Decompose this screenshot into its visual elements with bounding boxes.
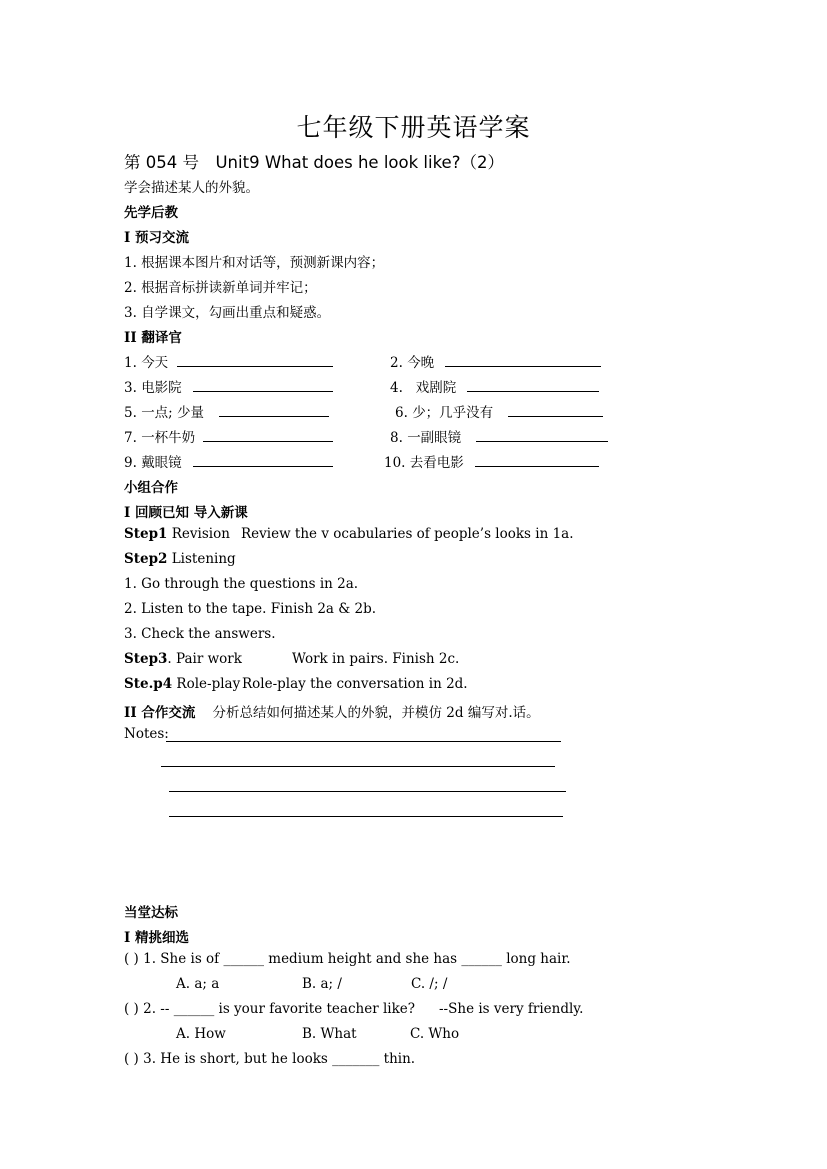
option-c[interactable]: C. Who	[410, 1026, 460, 1042]
translation-text: 戴眼镜	[141, 455, 182, 471]
translation-number: 3.	[124, 380, 137, 396]
step-label: Step2	[124, 551, 168, 567]
question-2-response: --She is very friendly.	[439, 1001, 584, 1017]
step-4	[124, 676, 240, 692]
option-a[interactable]: A. How	[176, 1026, 226, 1042]
translation-number: 7.	[124, 430, 137, 446]
lesson-subtitle: 第 054 号 Unit9 What does he look like?（2）	[124, 153, 504, 172]
answer-blank[interactable]	[475, 466, 599, 467]
translation-number: 6.	[395, 405, 408, 421]
notes-line[interactable]	[169, 816, 563, 817]
notes-label: Notes:	[124, 726, 169, 742]
translation-number: 8.	[390, 430, 403, 446]
translation-item	[124, 376, 182, 396]
answer-bracket[interactable]: ( )	[124, 951, 139, 967]
answer-bracket[interactable]: ( )	[124, 1001, 139, 1017]
option-b[interactable]: B. What	[302, 1026, 357, 1042]
section-heading-group-work: 小组合作	[124, 480, 178, 496]
question-text: 2. -- ______ is your favorite teacher like?	[143, 1001, 416, 1017]
answer-blank[interactable]	[467, 391, 599, 392]
translation-number: 9.	[124, 455, 137, 471]
step-label: Ste.p4	[124, 676, 173, 692]
answer-blank[interactable]	[219, 416, 329, 417]
translation-number: 2.	[390, 355, 403, 371]
translation-number: 10.	[384, 455, 406, 471]
answer-blank[interactable]	[203, 441, 333, 442]
question-3	[124, 1051, 415, 1067]
part-heading-translator: II 翻译官	[124, 330, 182, 346]
translation-item	[390, 376, 456, 396]
translation-item	[124, 401, 204, 421]
question-2	[124, 1001, 415, 1017]
translation-text: 去看电影	[409, 455, 464, 471]
translation-text: 一杯牛奶	[141, 430, 196, 446]
step-3-instruction: Work in pairs. Finish 2c.	[292, 651, 460, 667]
listening-task: 1. Go through the questions in 2a.	[124, 576, 359, 592]
translation-item	[390, 351, 434, 371]
section-heading-in-class-test: 当堂达标	[124, 905, 178, 921]
question-text: 3. He is short, but he looks _______ thin.	[143, 1051, 416, 1067]
answer-blank[interactable]	[445, 366, 601, 367]
translation-text: 一点; 少量	[141, 405, 205, 421]
question-1	[124, 951, 571, 967]
translation-text: 少；几乎没有	[412, 405, 494, 421]
translation-text: 今天	[141, 355, 169, 371]
step-1	[124, 526, 230, 542]
part-cooperation	[124, 701, 540, 721]
answer-blank[interactable]	[508, 416, 603, 417]
option-c[interactable]: C. /; /	[411, 976, 448, 992]
translation-item	[124, 451, 182, 471]
translation-number: 4.	[390, 380, 403, 396]
answer-blank[interactable]	[193, 466, 333, 467]
question-text: 1. She is of ______ medium height and she has ______ long hair.	[143, 951, 571, 967]
page-title: 七年级下册英语学案	[296, 113, 531, 142]
translation-item	[124, 426, 195, 446]
step-title: Listening	[171, 551, 236, 567]
part-heading-cooperation: II 合作交流	[124, 705, 196, 721]
preview-step: 3. 自学课文，勾画出重点和疑惑。	[124, 305, 331, 321]
step-4-instruction: Role-play the conversation in 2d.	[242, 676, 468, 692]
answer-bracket[interactable]: ( )	[124, 1051, 139, 1067]
listening-task: 2. Listen to the tape. Finish 2a & 2b.	[124, 601, 377, 617]
preview-step: 1. 根据课本图片和对话等，预测新课内容；	[124, 255, 385, 271]
translation-item	[384, 451, 464, 471]
step-1-instruction: Review the v ocabularies of people’s looks in 1a.	[241, 526, 574, 542]
translation-text: 电影院	[141, 380, 182, 396]
translation-number: 1.	[124, 355, 137, 371]
step-title: Pair work	[176, 651, 242, 667]
part-heading-preview-exchange: I 预习交流	[124, 230, 190, 246]
translation-number: 5.	[124, 405, 137, 421]
step-label: Step1	[124, 526, 168, 542]
preview-step: 2. 根据音标拼读新单词并牢记；	[124, 280, 317, 296]
step-3: Step3. Pair work	[124, 651, 242, 667]
learning-objective: 学会描述某人的外貌。	[124, 180, 259, 196]
translation-text: 戏剧院	[415, 380, 457, 396]
translation-item	[395, 401, 493, 421]
option-a[interactable]: A. a; a	[176, 976, 220, 992]
notes-line[interactable]	[161, 766, 555, 767]
translation-item	[124, 351, 168, 371]
step-2	[124, 551, 236, 567]
answer-blank[interactable]	[193, 391, 333, 392]
cooperation-task: 分析总结如何描述某人的外貌，并模仿 2d 编写对.话。	[212, 705, 540, 721]
step-label: Step3	[124, 651, 168, 667]
part-heading-multiple-choice: I 精挑细选	[124, 930, 190, 946]
notes-line[interactable]	[169, 791, 566, 792]
step-title: Revision	[171, 526, 230, 542]
step-title: Role-play	[176, 676, 241, 692]
translation-item	[390, 426, 461, 446]
translation-text: 一副眼镜	[407, 430, 462, 446]
part-heading-review: I 回顾已知 导入新课	[124, 505, 248, 521]
listening-task: 3. Check the answers.	[124, 626, 276, 642]
notes-line[interactable]	[166, 741, 561, 742]
option-b[interactable]: B. a; /	[302, 976, 342, 992]
answer-blank[interactable]	[476, 441, 608, 442]
translation-text: 今晚	[407, 355, 435, 371]
answer-blank[interactable]	[177, 366, 333, 367]
section-heading-preview: 先学后教	[124, 205, 178, 221]
